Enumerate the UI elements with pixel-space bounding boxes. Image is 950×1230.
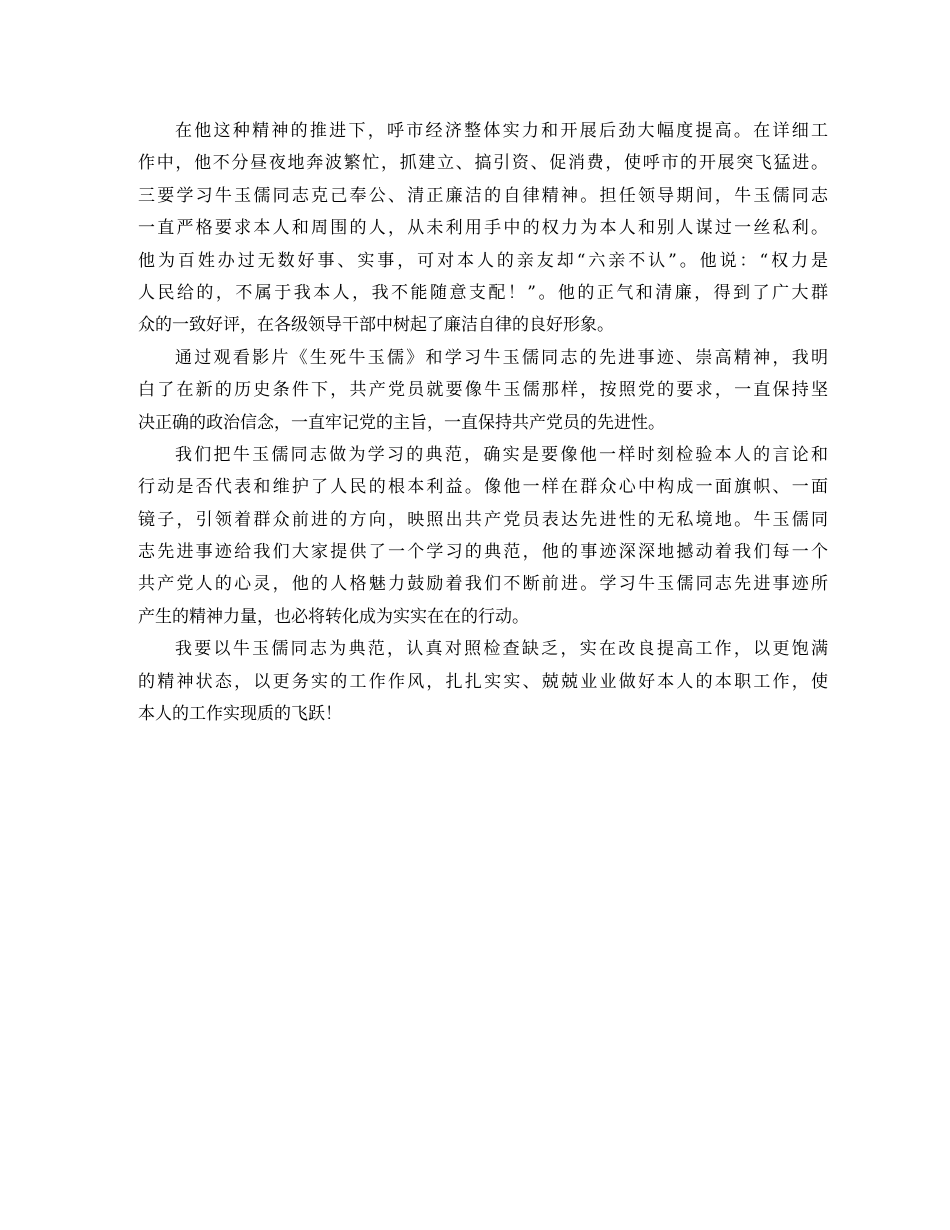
text-line: 通过观看影片《生死牛玉儒》和学习牛玉儒同志的先进事迹、崇高精神，我明	[175, 347, 828, 368]
text-line: 本人的工作实现质的飞跃！	[138, 704, 342, 725]
text-line: 志先进事迹给我们大家提供了一个学习的典范，他的事迹深深地撼动着我们每一个	[138, 542, 828, 563]
text-line: 他为百姓办过无数好事、实事，可对本人的亲友却“六亲不认”。他说：“权力是	[138, 250, 828, 271]
text-line: 的精神状态，以更务实的工作作风，扎扎实实、兢兢业业做好本人的本职工作，使	[138, 671, 828, 692]
text-line: 产生的精神力量，也必将转化成为实实在在的行动。	[138, 606, 529, 627]
text-line: 我们把牛玉儒同志做为学习的典范，确实是要像他一样时刻检验本人的言论和	[175, 444, 828, 465]
text-line: 人民给的，不属于我本人，我不能随意支配！”。他的正气和清廉，得到了广大群	[138, 282, 828, 303]
text-line: 行动是否代表和维护了人民的根本利益。像他一样在群众心中构成一面旗帜、一面	[138, 477, 828, 498]
text-line: 镜子，引领着群众前进的方向，映照出共产党员表达先进性的无私境地。牛玉儒同	[138, 509, 828, 530]
text-line: 在他这种精神的推进下，呼市经济整体实力和开展后劲大幅度提高。在详细工	[175, 121, 828, 141]
document-body	[138, 115, 828, 730]
text-line: 作中，他不分昼夜地奔波繁忙，抓建立、搞引资、促消费，使呼市的开展突飞猛进。	[138, 153, 828, 174]
text-line: 白了在新的历史条件下，共产党员就要像牛玉儒那样，按照党的要求，一直保持坚	[138, 380, 828, 401]
text-line: 我要以牛玉儒同志为典范，认真对照检查缺乏，实在改良提高工作，以更饱满	[175, 639, 828, 660]
text-line: 三要学习牛玉儒同志克己奉公、清正廉洁的自律精神。担任领导期间，牛玉儒同志	[138, 185, 828, 206]
text-line: 众的一致好评，在各级领导干部中树起了廉洁自律的良好形象。	[138, 315, 614, 336]
text-line: 一直严格要求本人和周围的人，从未利用手中的权力为本人和别人谋过一丝私利。	[138, 218, 828, 239]
text-line: 共产党人的心灵，他的人格魅力鼓励着我们不断前进。学习牛玉儒同志先进事迹所	[138, 574, 828, 595]
text-line: 决正确的政治信念，一直牢记党的主旨，一直保持共产党员的先进性。	[138, 412, 665, 433]
